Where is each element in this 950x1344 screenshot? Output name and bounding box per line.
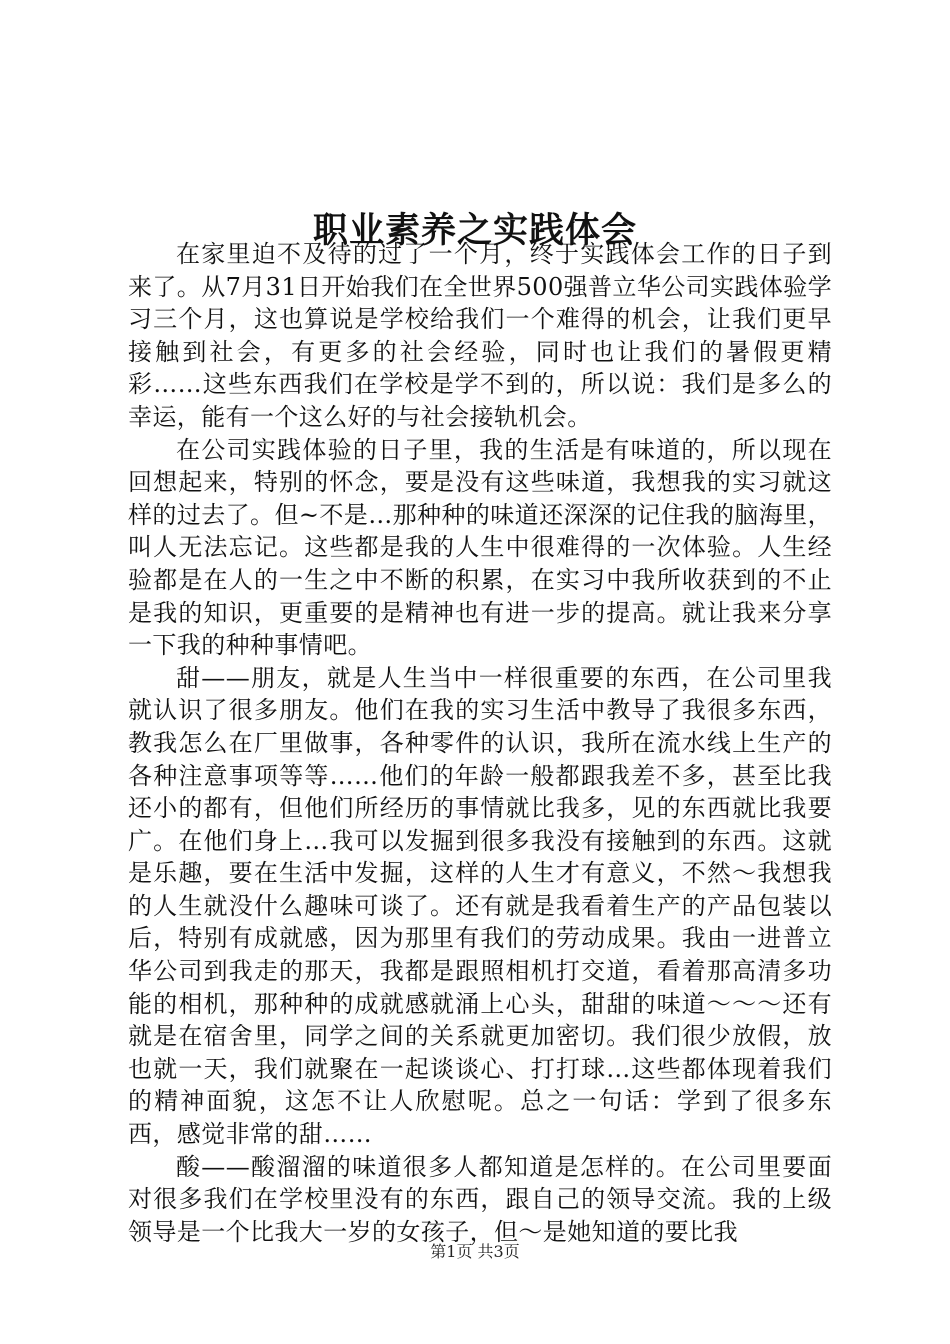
page-footer: 第1页 共3页 xyxy=(430,1242,520,1261)
document-title: 职业素养之实践体会 xyxy=(312,210,637,252)
document-body xyxy=(128,238,832,1248)
paragraph-sour: 酸——酸溜溜的味道很多人都知道是怎样的。在公司里要面对很多我们在学校里没有的东西，跟自己的领导交流。我的上级领导是一个比我大一岁的女孩子，但～是她知道的要比我 xyxy=(128,1152,832,1246)
paragraph-sweet: 甜——朋友，就是人生当中一样很重要的东西，在公司里我就认识了很多朋友。他们在我的实习生活中教导了我很多东西，教我怎么在厂里做事，各种零件的认识，我所在流水线上生产的各种注意事项等等……他们的年龄一般都跟我差不多，甚至比我还小的都有，但他们所经历的事情就比我多，见的东西就比我要广。在他们身上…我可以发掘到很多我没有接触到的东西。这就是乐趣，要在生活中发掘，这样的人生才有意义，不然～我想我的人生就没什么趣味可谈了。还有就是我看着生产的产品包装以后，特别有成就感，因为那里有我们的劳动成果。我由一进普立华公司到我走的那天，我都是跟照相机打交道，看着那高清多功能的相机，那种种的成就感就涌上心头，甜甜的味道～～～还有就是在宿舍里，同学之间的关系就更加密切。我们很少放假，放也就一天，我们就聚在一起谈谈心、打打球…这些都体现着我们的精神面貌，这怎不让人欣慰呢。总之一句话：学到了很多东西，感觉非常的甜…… xyxy=(128,663,832,1149)
paragraph-experience: 在公司实践体验的日子里，我的生活是有味道的，所以现在回想起来，特别的怀念，要是没有这些味道，我想我的实习就这样的过去了。但~不是…那种种的味道还深深的记住我的脑海里，叫人无法忘记。这些都是我的人生中很难得的一次体验。人生经验都是在人的一生之中不断的积累，在实习中我所收获到的不止是我的知识，更重要的是精神也有进一步的提高。就让我来分享一下我的种种事情吧。 xyxy=(128,435,832,660)
paragraph-intro: 在家里迫不及待的过了一个月，终于实践体会工作的日子到来了。从7月31日开始我们在全世界500强普立华公司实践体验学习三个月，这也算说是学校给我们一个难得的机会，让我们更早接触到社会，有更多的社会经验，同时也让我们的暑假更精彩……这些东西我们在学校是学不到的，所以说：我们是多么的幸运，能有一个这么好的与社会接轨机会。 xyxy=(128,240,833,431)
